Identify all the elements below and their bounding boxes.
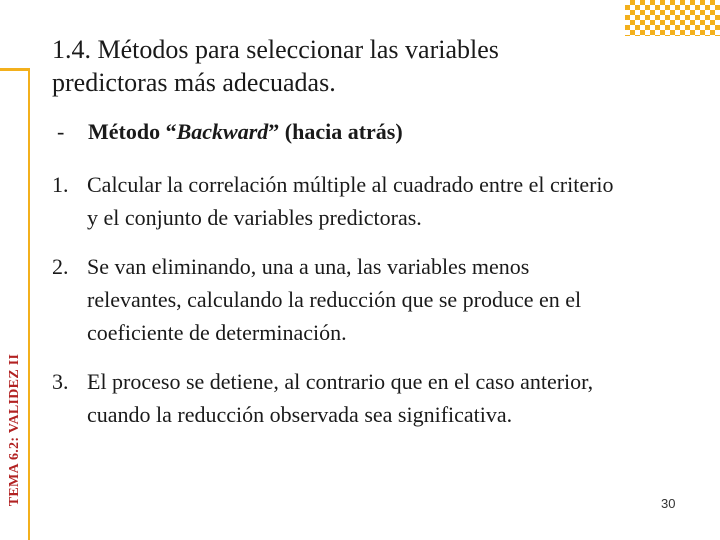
checker-pattern-decoration (625, 0, 720, 36)
step-item (52, 250, 720, 349)
method-prefix: Método “ (88, 119, 177, 144)
step-number: 1. (52, 172, 69, 197)
method-heading (57, 117, 403, 147)
step-number: 3. (52, 369, 69, 394)
method-name-italic: Backward (176, 119, 269, 144)
side-vertical-rule (28, 68, 30, 540)
side-topic-label: TEMA 6.2: VALIDEZ II (7, 353, 22, 507)
steps-list (52, 168, 720, 447)
method-dash: - (57, 119, 65, 144)
slide-title (52, 33, 652, 99)
side-accent-line (0, 68, 28, 71)
step-item (52, 168, 720, 234)
step-text-line: Calcular la correlación múltiple al cuadrado entre el criterio (87, 172, 614, 197)
step-text-line: y el conjunto de variables predictoras. (87, 205, 422, 230)
step-text-line: cuando la reducción observada sea significativa. (87, 402, 513, 427)
step-number: 2. (52, 254, 69, 279)
step-text-line: coeficiente de determinación. (87, 320, 347, 345)
method-suffix: ” (hacia atrás) (268, 119, 403, 144)
step-text-line: El proceso se detiene, al contrario que en el caso anterior, (87, 369, 594, 394)
page-number: 30 (661, 496, 676, 511)
slide-title-line: predictoras más adecuadas. (52, 68, 336, 97)
slide-title-line: 1.4. Métodos para seleccionar las variables (52, 35, 499, 64)
step-text-line: relevantes, calculando la reducción que se produce en el (87, 287, 582, 312)
step-item (52, 365, 720, 431)
step-text-line: Se van eliminando, una a una, las variables menos (87, 254, 530, 279)
